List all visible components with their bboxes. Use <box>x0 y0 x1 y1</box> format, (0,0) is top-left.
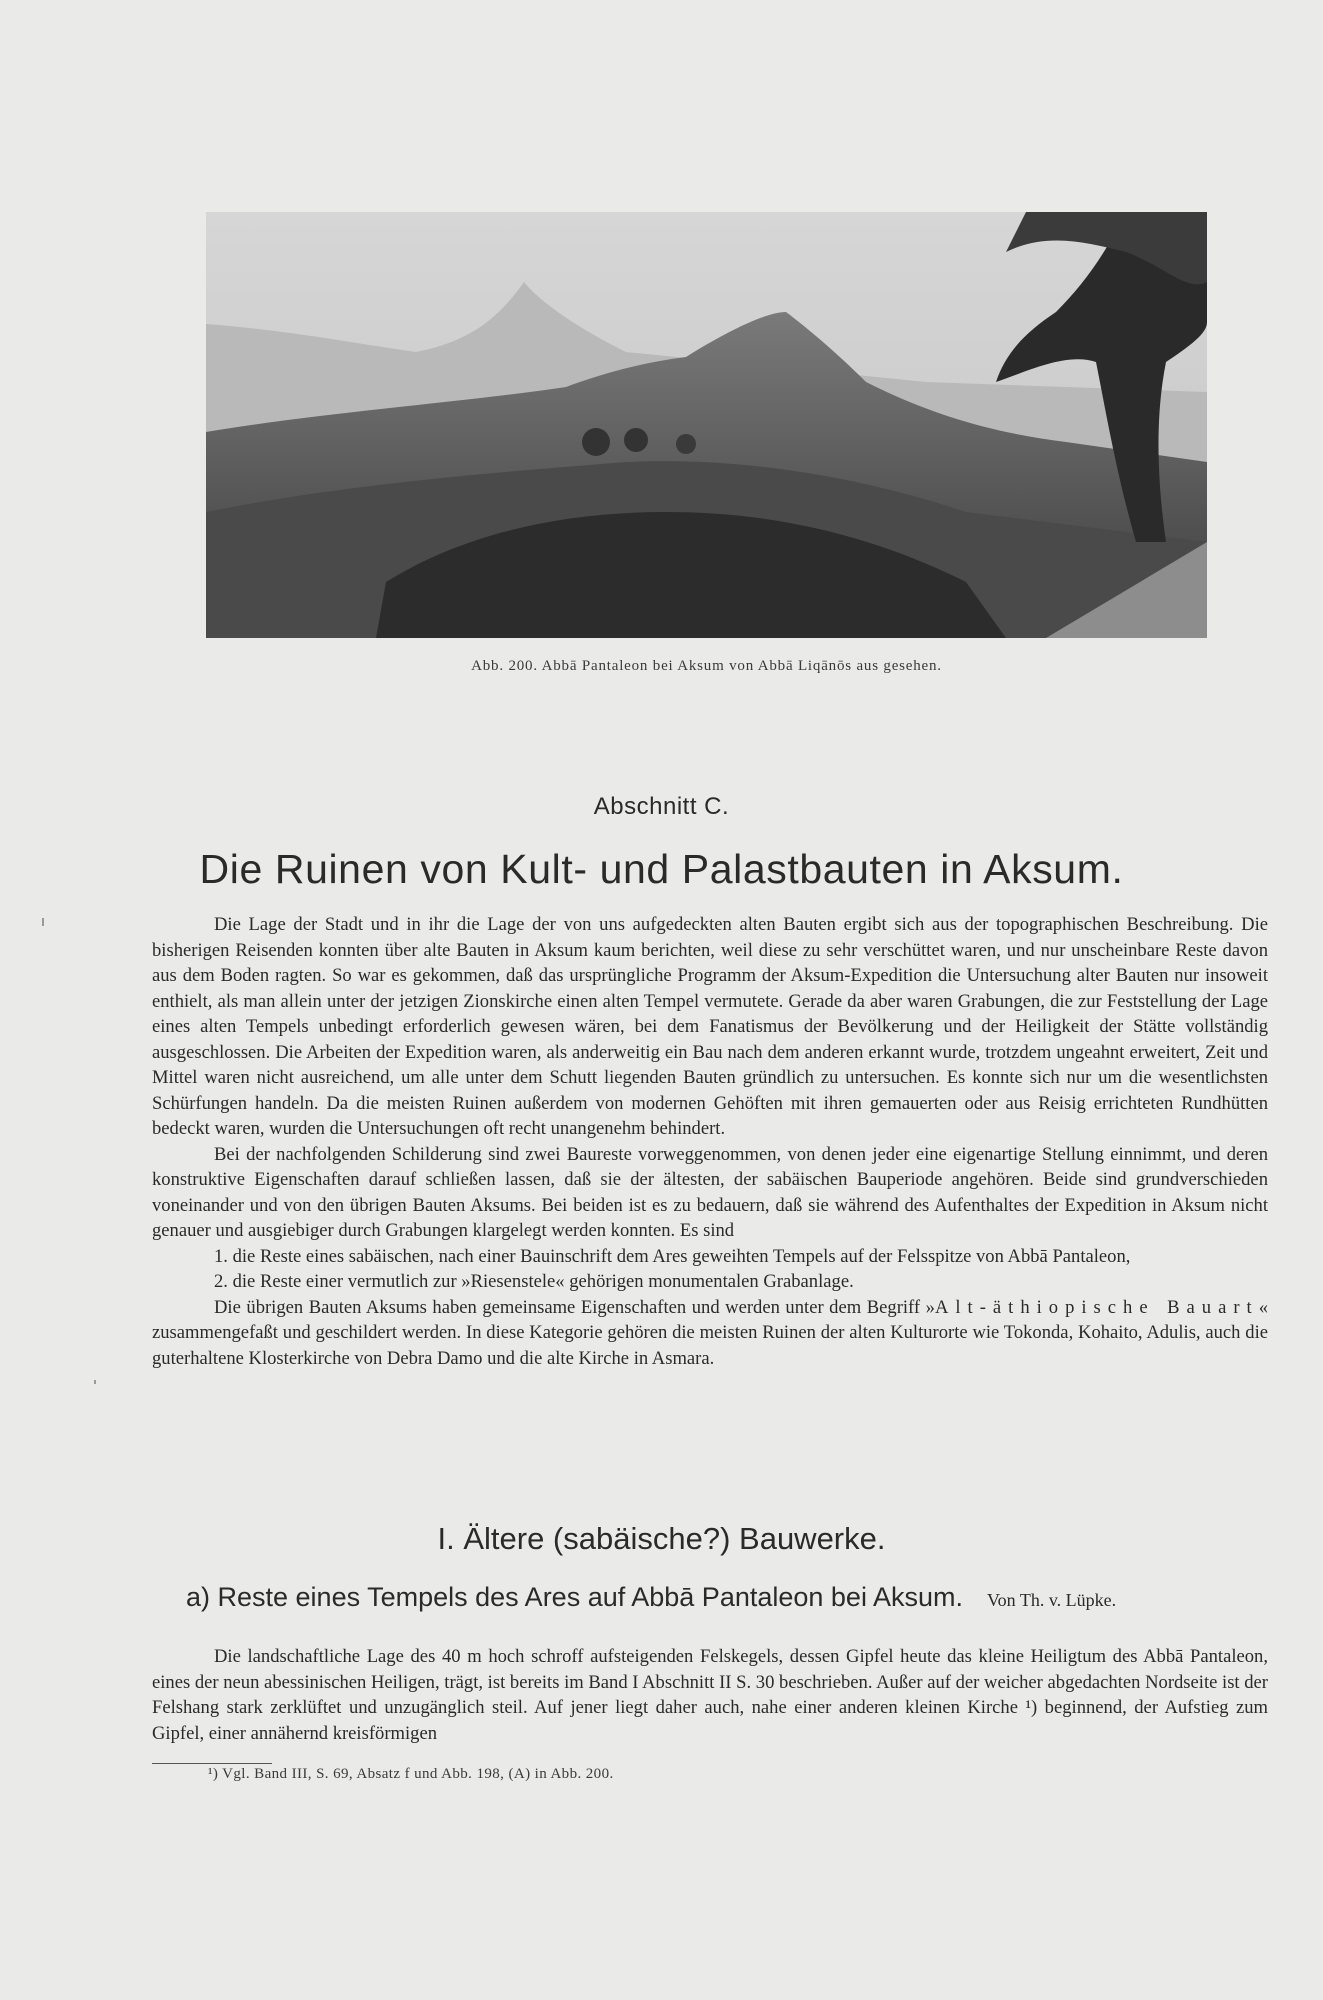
section-label: Abschnitt C. <box>593 793 730 820</box>
subsection-heading <box>186 1582 1266 1613</box>
figure-caption: Abb. 200. Abbā Pantaleon bei Aksum von Abbā Liqānōs aus gesehen. <box>471 658 942 674</box>
photo-abba-pantaleon <box>206 212 1207 638</box>
intro-paragraph-1: Die Lage der Stadt und in ihr die Lage der von uns aufgedeckten alten Bauten ergibt sich aus der topographischen Beschreibung. Die bisherigen Reisenden konnten über alte Bauten in Aksum kaum berichten, weil diese zu sehr verschüttet waren, und nur unscheinbare Reste davon aus dem Boden ragten. So war es gekommen, daß das ursprüngliche Programm der Aksum-Expedition die Untersuchung alter Bauten nur insoweit enthielt, als man allein unter der jetzigen Zionskirche einen alten Tempel vermutete. Gerade da aber waren Grabungen, die zur Feststellung der Lage eines alten Tempels unbedingt erforderlich gewesen wären, bei dem Fanatismus der Bevölkerung und der Heiligkeit der Stätte vollständig ausgeschlossen. Die Arbeiten der Expedition waren, als anderweitig ein Bau nach dem anderen erkannt wurde, trotzdem ungeahnt erweitert, Zeit und Mittel waren nicht ausreichend, um alle unter dem Schutt liegenden Bauten gründlich zu untersuchen. Es konnte sich nur um die wesentlichsten Schürfungen handeln. Da die meisten Ruinen außerdem von modernen Gehöften mit ihren gemauerten oder aus Reisig errichteten Rundhütten bedeckt waren, wurden die Untersuchungen oft recht unangenehm behindert. <box>152 914 1268 1139</box>
intro-paragraph-3 <box>152 1295 1268 1372</box>
p3-start: Die übrigen Bauten Aksums haben gemeinsame Eigenschaften und werden unter dem Begriff » <box>214 1296 935 1318</box>
subsection-title: a) Reste eines Tempels des Ares auf Abbā Pantaleon bei Aksum. <box>186 1582 963 1612</box>
footnote: ¹) Vgl. Band III, S. 69, Absatz f und Abb. 198, (A) in Abb. 200. <box>208 1766 614 1782</box>
margin-mark <box>94 1380 96 1384</box>
subsection-paragraph-1: Die landschaftliche Lage des 40 m hoch schroff aufsteigenden Felskegels, dessen Gipfel heute das kleine Heiligtum des Abbā Pantaleon, eines der neun abessinischen Heiligen, trägt, ist bereits im Band I Abschnitt II S. 30 beschrieben. Außer auf der weicher abgedachten Nordseite ist der Felshang stark zerklüftet und unzugänglich steil. Auf jener liegt daher auch, nahe einer anderen kleinen Kirche ¹) beginnend, der Aufstieg zum Gipfel, einer annähernd kreisförmigen <box>152 1646 1268 1744</box>
intro-text <box>152 912 1268 1371</box>
p3-end: « zusammengefaßt und geschildert werden. In diese Kategorie gehören die meisten Ruinen der alten Kulturorte wie Tokonda, Kohaito, Adulis, auch die guterhaltene Klosterkirche von Debra Damo und die alte Kirche in Asmara. <box>152 1296 1268 1369</box>
margin-mark <box>42 918 44 926</box>
list-item-1: 1. die Reste eines sabäischen, nach einer Bauinschrift dem Ares geweihten Tempels auf der Felsspitze von Abbā Pantaleon, <box>214 1245 1131 1267</box>
chapter-title: Die Ruinen von Kult- und Palastbauten in Aksum. <box>199 846 1124 892</box>
subsection-text <box>152 1644 1268 1746</box>
footnote-divider <box>152 1763 272 1764</box>
part-title: I. Ältere (sabäische?) Bauwerke. <box>437 1521 886 1556</box>
landscape-photograph <box>206 212 1207 638</box>
list-item-2: 2. die Reste einer vermutlich zur »Riesenstele« gehörigen monumentalen Grabanlage. <box>214 1271 854 1292</box>
term-alt-aethiopische-bauart: Alt-äthiopische Bauart <box>934 1296 1259 1318</box>
subsection-author: Von Th. v. Lüpke. <box>986 1590 1117 1610</box>
intro-paragraph-2: Bei der nachfolgenden Schilderung sind zwei Baureste vorweggenommen, von denen jeder eine eigenartige Stellung einnimmt, und deren konstruktive Eigenschaften darauf schließen lassen, daß sie der ältesten, der sabäischen Bauperiode angehören. Beide sind grundverschieden voneinander und von den übrigen Bauten Aksums. Bei beiden ist es zu bedauern, daß sie während des Aufenthaltes der Expedition in Aksum nicht genauer und ausgiebiger durch Grabungen klargelegt werden konnten. Es sind <box>152 1143 1268 1241</box>
